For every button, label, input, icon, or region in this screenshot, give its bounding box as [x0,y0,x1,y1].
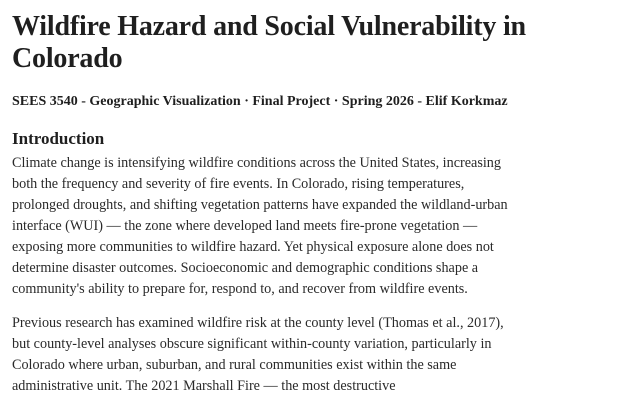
document-title: Wildfire Hazard and Social Vulnerability in Colorado [12,11,526,74]
document-subtitle: SEES 3540 - Geographic Visualization · Final Project · Spring 2026 - Elif Korkmaz [12,94,508,109]
introduction-section [12,129,640,397]
body-paragraph: Previous research has examined wildfire risk at the county level (Thomas et al., 2017), but county-level analyses obscure significant within-county variation, particularly in Colorado where urban, suburban, and rural communities exist within the same administrative unit. The 2021 Marshall Fire — the most destructive [12,315,504,394]
body-paragraph: Climate change is intensifying wildfire conditions across the United States, increasing both the frequency and severity of fire events. In Colorado, rising temperatures, prolonged droughts, and shifting vegetation patterns have expanded the wildland-urban interface (WUI) — the zone where developed land meets fire-prone vegetation — exposing more communities to wildfire hazard. Yet physical exposure alone does not determine disaster outcomes. Socioeconomic and demographic conditions shape a community's ability to prepare for, respond to, and recover from wildfire events. [12,155,508,297]
section-heading: Introduction [12,129,105,148]
